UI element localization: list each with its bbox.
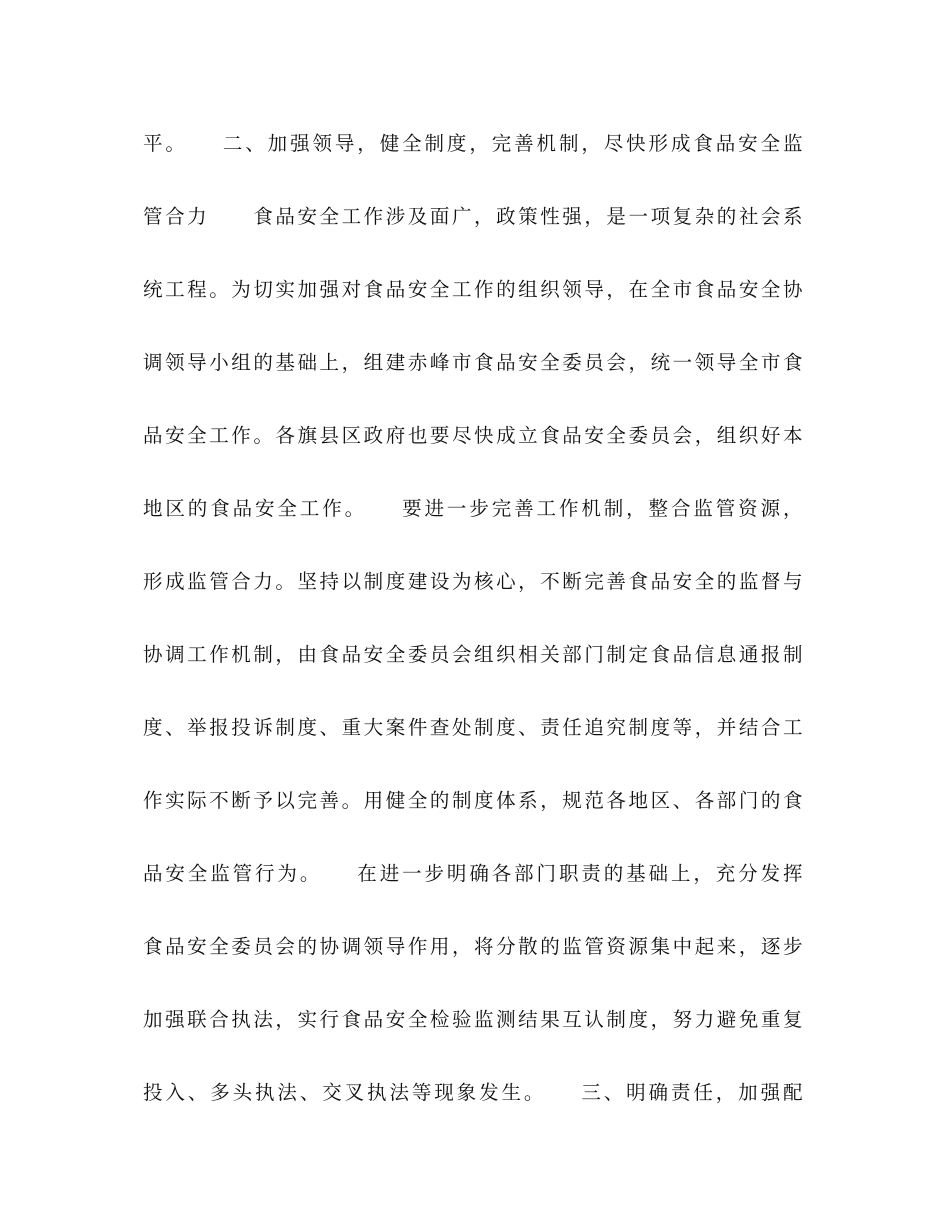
- text-line: 加强联合执法，实行食品安全检验监测结果互认制度，努力避免重复: [143, 1008, 803, 1031]
- text-line: 食品安全委员会的协调领导作用，将分散的监管资源集中起来，逐步: [143, 935, 803, 958]
- text-line: 形成监管合力。坚持以制度建设为核心，不断完善食品安全的监督与: [143, 570, 803, 593]
- text-line: 品安全监管行为。 在进一步明确各部门职责的基础上，充分发挥: [143, 862, 803, 885]
- text-line: 统工程。为切实加强对食品安全工作的组织领导，在全市食品安全协: [143, 278, 803, 301]
- text-line: 品安全工作。各旗县区政府也要尽快成立食品安全委员会，组织好本: [143, 424, 803, 447]
- text-line: 度、举报投诉制度、重大案件查处制度、责任追究制度等，并结合工: [143, 716, 803, 739]
- body-text: [143, 124, 803, 1146]
- text-line: 协调工作机制，由食品安全委员会组织相关部门制定食品信息通报制: [143, 643, 803, 666]
- text-line: 平。 二、加强领导，健全制度，完善机制，尽快形成食品安全监: [143, 132, 803, 155]
- text-line: 地区的食品安全工作。 要进一步完善工作机制，整合监管资源，: [143, 497, 803, 520]
- text-line: 作实际不断予以完善。用健全的制度体系，规范各地区、各部门的食: [143, 789, 803, 812]
- text-line: 调领导小组的基础上，组建赤峰市食品安全委员会，统一领导全市食: [143, 351, 803, 374]
- text-line: 管合力 食品安全工作涉及面广，政策性强，是一项复杂的社会系: [143, 205, 803, 228]
- text-line: 投入、多头执法、交叉执法等现象发生。 三、明确责任，加强配: [143, 1081, 803, 1104]
